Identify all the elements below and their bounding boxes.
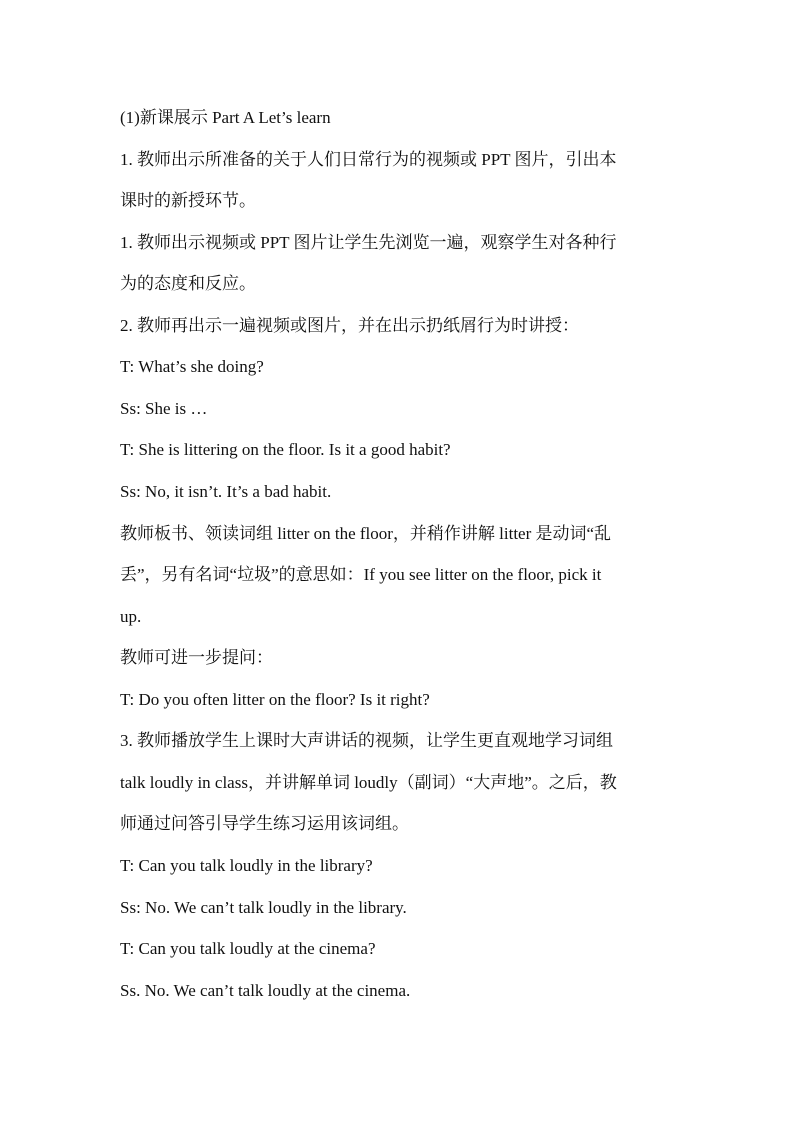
dialogue-line: Ss: She is … [120,399,208,418]
dialogue-line: Ss: No, it isn’t. It’s a bad habit. [120,482,332,501]
paragraph-line: 1. 教师出示所准备的关于人们日常行为的视频或 PPT 图片，引出本 [120,150,617,169]
paragraph-line: talk loudly in class，并讲解单词 loudly（副词）“大声地”。之后，教 [120,773,617,792]
dialogue-line: T: Do you often litter on the floor? Is it right? [120,690,430,709]
paragraph-line: 丢”，另有名词“垃圾”的意思如：If you see litter on the floor, pick it [120,565,602,584]
dialogue-line: Ss. No. We can’t talk loudly at the cinema. [120,981,411,1000]
paragraph-line: 教师可进一步提问： [120,648,273,667]
paragraph-line: 师通过问答引导学生练习运用该词组。 [120,814,409,833]
dialogue-line: T: Can you talk loudly in the library? [120,856,373,875]
paragraph-line: 3. 教师播放学生上课时大声讲话的视频，让学生更直观地学习词组 [120,731,613,750]
dialogue-line: T: What’s she doing? [120,357,264,376]
paragraph-line: 1. 教师出示视频或 PPT 图片让学生先浏览一遍，观察学生对各种行 [120,233,617,252]
paragraph-line: up. [120,607,142,626]
dialogue-line: T: Can you talk loudly at the cinema? [120,939,376,958]
dialogue-line: T: She is littering on the floor. Is it a good habit? [120,440,451,459]
dialogue-line: Ss: No. We can’t talk loudly in the library. [120,898,407,917]
paragraph-line: 教师板书、领读词组 litter on the floor，并稍作讲解 litter 是动词“乱 [120,524,612,543]
paragraph-line: 课时的新授环节。 [120,191,256,210]
section-heading: (1)新课展示 Part A Let’s learn [120,108,331,127]
paragraph-line: 为的态度和反应。 [120,274,256,293]
paragraph-line: 2. 教师再出示一遍视频或图片，并在出示扔纸屑行为时讲授： [120,316,579,335]
